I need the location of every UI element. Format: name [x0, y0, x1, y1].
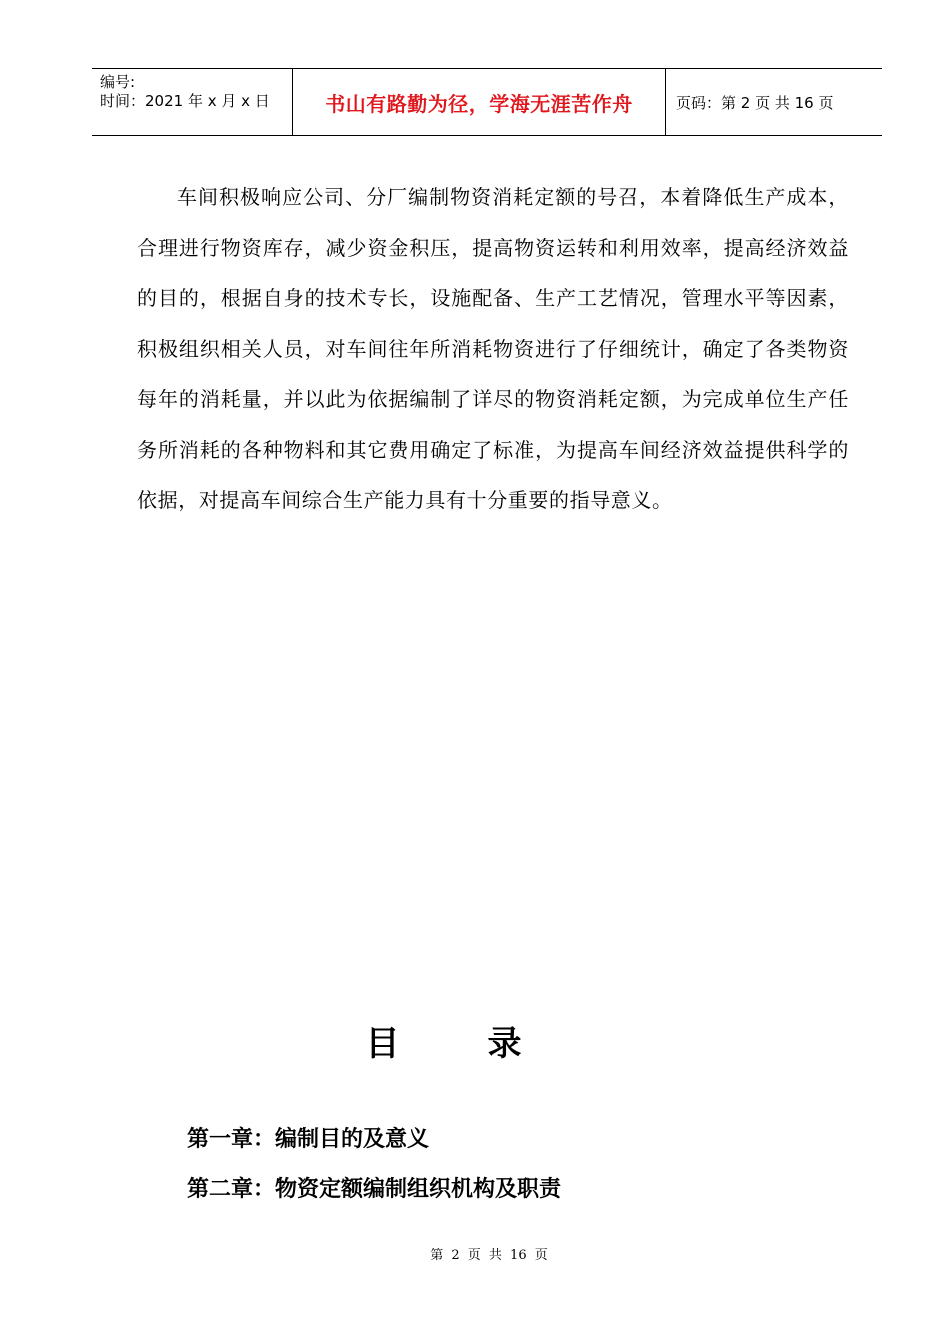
toc-item-chapter-2[interactable]: 第二章：物资定额编制组织机构及职责 [187, 1177, 562, 1202]
toc-list [187, 1118, 561, 1218]
body-paragraph: 车间积极响应公司、分厂编制物资消耗定额的号召，本着降低生产成本，合理进行物资库存，减少资金积压，提高物资运转和利用效率，提高经济效益的目的，根据自身的技术专长，设施配备、生产工艺情况，管理水平等因素，积极组织相关人员，对车间往年所消耗物资进行了仔细统计，确定了各类物资每年的消耗量，并以此为依据编制了详尽的物资消耗定额，为完成单位生产任务所消耗的各种物料和其它费用确定了标准，为提高车间经济效益提供科学的依据，对提高车间综合生产能力具有十分重要的指导意义。 [137, 185, 849, 512]
document-number-label: 编号: [100, 73, 136, 91]
document-time-label: 时间：2021 年 x 月 x 日 [100, 92, 270, 110]
header-motto: 书山有路勤为径，学海无涯苦作舟 [293, 69, 666, 135]
page-footer: 第 2 页 共 16 页 [430, 1248, 548, 1263]
header-meta-cell [92, 69, 293, 135]
toc-item-chapter-1[interactable]: 第一章：编制目的及意义 [187, 1127, 430, 1152]
body-section [137, 172, 849, 526]
page-header [92, 68, 882, 136]
header-page-info: 页码：第 2 页 共 16 页 [676, 93, 834, 112]
toc-title: 目录 [365, 1024, 610, 1064]
